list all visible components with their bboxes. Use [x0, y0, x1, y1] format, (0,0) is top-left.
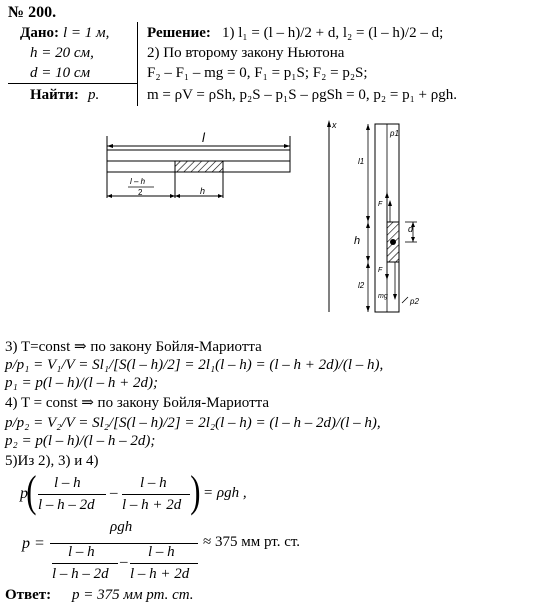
- force-f1-arrow: [385, 192, 389, 222]
- bottom-dimensions: [107, 172, 223, 198]
- formula1-right-paren: ): [190, 467, 201, 516]
- find-label: Найти:: [30, 87, 79, 103]
- mg-label: mg: [378, 293, 388, 300]
- find-value: p.: [88, 87, 100, 103]
- l-dimension: [107, 136, 290, 150]
- answer-label: Ответ:: [5, 587, 52, 603]
- center-mass-dot: [390, 239, 396, 245]
- l2-dimension: [366, 262, 370, 312]
- body-line-3: p₁ = p(l – h)/(l – h + 2d);: [5, 375, 158, 391]
- frac-numerator: l – h: [130, 177, 146, 186]
- given-item-d: d = 10 см: [30, 65, 91, 81]
- formula1-rhs: = ρgh ,: [203, 485, 247, 501]
- formula1-left-paren: (: [26, 467, 37, 516]
- l1-label: l1: [358, 157, 365, 166]
- answer-value: p = 375 мм рт. ст.: [72, 587, 194, 603]
- formula2-fracline1: [52, 563, 118, 564]
- f2-label: F: [378, 267, 383, 274]
- formula1-den2: l – h + 2d: [122, 497, 182, 513]
- problem-number: № 200.: [8, 4, 57, 21]
- h-label-vertical: h: [354, 235, 361, 247]
- l1-dimension: [366, 124, 370, 222]
- given-item-l: l = 1 м,: [63, 25, 110, 41]
- formula2-den1: l – h – 2d: [52, 566, 109, 582]
- l2-label: l2: [358, 281, 365, 290]
- frac-denominator: 2: [138, 188, 143, 197]
- d-label: d: [408, 224, 414, 234]
- solution-line-2: 2) По второму закону Ньютона: [147, 45, 345, 61]
- formula2-num2: l – h: [148, 544, 175, 560]
- solution-line-3: F₂ – F₁ – mg = 0, F₁ = p₁S; F₂ = p₂S;: [147, 65, 368, 81]
- f1-label: F: [378, 201, 383, 208]
- solution-label: Решение:: [147, 25, 211, 41]
- formula1-fracline1: [38, 494, 106, 495]
- formula2-fracline2: [130, 563, 198, 564]
- h-dimension: [366, 222, 370, 262]
- formula2-result: ≈ 375 мм рт. ст.: [203, 534, 301, 550]
- formula1-num2: l – h: [140, 475, 167, 491]
- formula2-lhs: p =: [22, 535, 45, 552]
- l-label: l: [202, 130, 205, 145]
- formula2-den2: l – h + 2d: [130, 566, 190, 582]
- p1-label: p1: [390, 129, 399, 138]
- formula1-den1: l – h – 2d: [38, 497, 95, 513]
- body-line-5: p/p₂ = V₂/V = Sl₂/[S(l – h)/2] = 2l₂(l – h) = (l – h – 2d)/(l – h),: [5, 415, 381, 431]
- given-divider-vertical: [137, 22, 138, 106]
- x-axis-label: x: [332, 120, 337, 130]
- body-line-1: 3) T=const ⇒ по закону Бойля-Мариотта: [5, 339, 262, 355]
- mercury-column: [175, 161, 223, 172]
- formula2-top: ρgh: [110, 519, 133, 535]
- formula1-num1: l – h: [54, 475, 81, 491]
- given-label: Дано:: [20, 25, 59, 41]
- formula1-p: p: [20, 485, 28, 502]
- p2-label: p2: [410, 297, 419, 306]
- formula1-minus: –: [110, 485, 118, 501]
- formula1-fracline2: [122, 494, 190, 495]
- horizontal-tube-figure: [100, 128, 300, 208]
- given-item-h: h = 20 см,: [30, 45, 94, 61]
- solution-line-4: m = ρV = ρSh, p₂S – p₁S – ρgSh = 0, p₂ = p₁ + ρgh.: [147, 87, 458, 103]
- body-line-4: 4) T = const ⇒ по закону Бойля-Мариотта: [5, 395, 270, 411]
- formula2-num1: l – h: [68, 544, 95, 560]
- solution-line-1: 1) l₁ = (l – h)/2 + d, l₂ = (l – h)/2 – d;: [222, 25, 444, 41]
- body-line-2: p/p₁ = V₁/V = Sl₁/[S(l – h)/2] = 2l₁(l – h) = (l – h + 2d)/(l – h),: [5, 357, 384, 373]
- vertical-tube-figure: [320, 118, 430, 318]
- given-divider-horizontal: [8, 83, 138, 84]
- formula2-minus: –: [120, 554, 128, 570]
- body-line-7: 5)Из 2), 3) и 4): [5, 453, 99, 469]
- h-label: h: [200, 186, 206, 196]
- body-line-6: p₂ = p(l – h)/(l – h – 2d);: [5, 433, 156, 449]
